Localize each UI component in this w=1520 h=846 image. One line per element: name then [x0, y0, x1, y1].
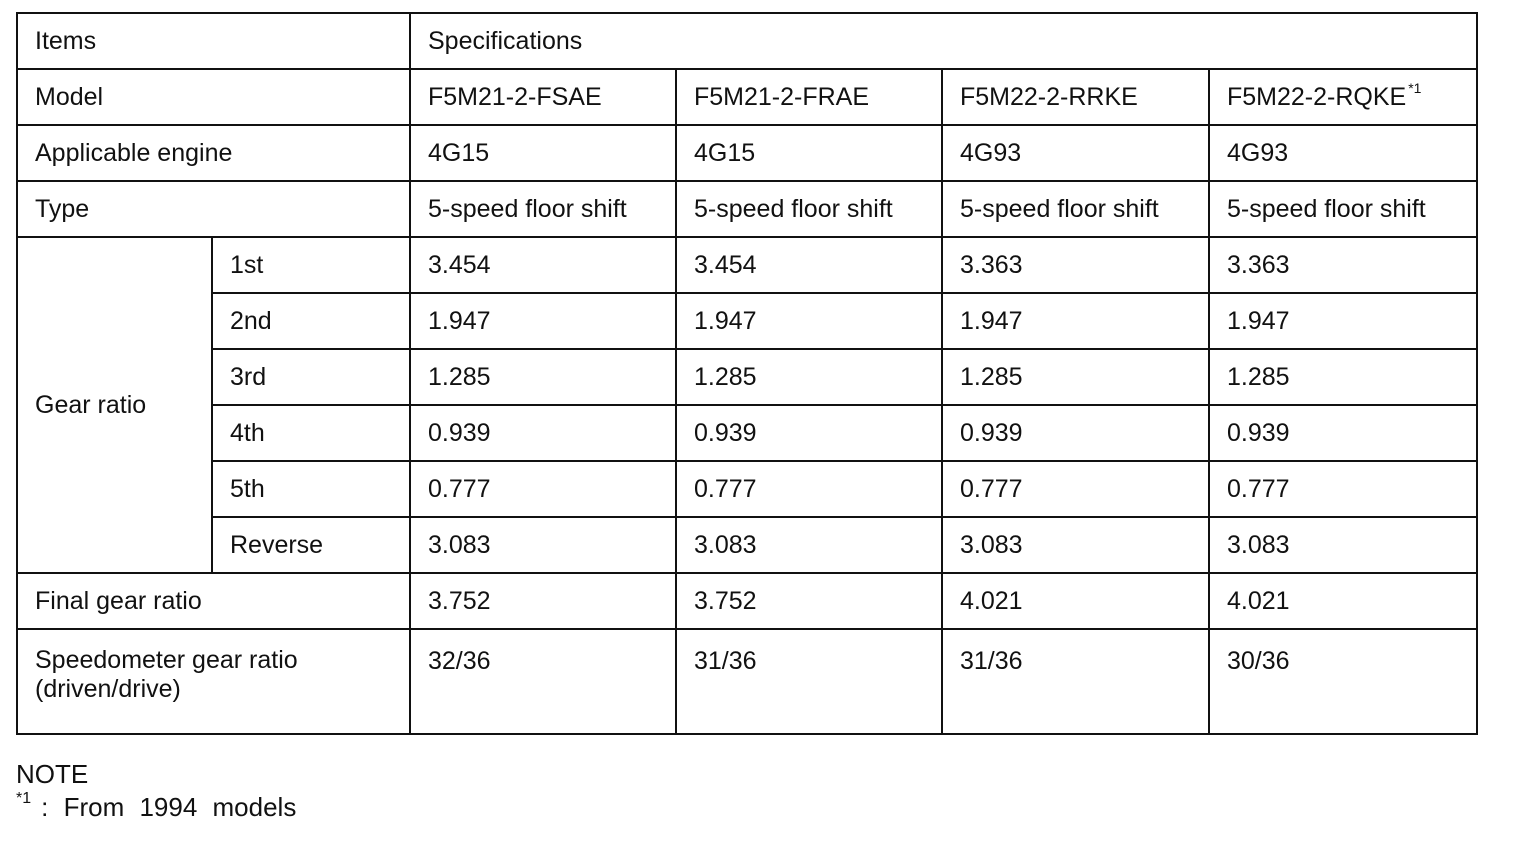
gear-value: 0.777	[410, 461, 676, 517]
note-footnote-mark: *1	[16, 790, 32, 807]
type-label: Type	[17, 181, 410, 237]
note-block	[16, 758, 296, 824]
engine-label: Applicable engine	[17, 125, 410, 181]
type-row	[17, 181, 1477, 237]
gear-value: 0.777	[676, 461, 942, 517]
engine-cell: 4G15	[410, 125, 676, 181]
header-row	[17, 13, 1477, 69]
type-cell: 5-speed floor shift	[942, 181, 1209, 237]
engine-row	[17, 125, 1477, 181]
gear-value: 1.285	[676, 349, 942, 405]
gear-name: 1st	[212, 237, 410, 293]
gear-value: 0.777	[942, 461, 1209, 517]
model-cell: F5M21-2-FSAE	[410, 69, 676, 125]
gear-name: Reverse	[212, 517, 410, 573]
gear-value: 3.083	[1209, 517, 1477, 573]
gear-name: 2nd	[212, 293, 410, 349]
model-cell: F5M22-2-RRKE	[942, 69, 1209, 125]
gear-name: 3rd	[212, 349, 410, 405]
gear-name: 4th	[212, 405, 410, 461]
gear-name: 5th	[212, 461, 410, 517]
specifications-header: Specifications	[410, 13, 1477, 69]
engine-cell: 4G15	[676, 125, 942, 181]
gear-value: 3.083	[676, 517, 942, 573]
gear-value: 1.947	[942, 293, 1209, 349]
gear-row-2nd	[17, 293, 1477, 349]
gear-row-3rd	[17, 349, 1477, 405]
gear-value: 3.083	[942, 517, 1209, 573]
speedometer-cell: 31/36	[942, 629, 1209, 734]
gear-value: 3.454	[676, 237, 942, 293]
gear-row-4th	[17, 405, 1477, 461]
gear-row-5th	[17, 461, 1477, 517]
gear-value: 0.777	[1209, 461, 1477, 517]
model-label: Model	[17, 69, 410, 125]
gear-value: 3.083	[410, 517, 676, 573]
final-gear-cell: 3.752	[410, 573, 676, 629]
final-gear-cell: 3.752	[676, 573, 942, 629]
gear-value: 0.939	[942, 405, 1209, 461]
gear-value: 1.285	[1209, 349, 1477, 405]
speedometer-cell: 32/36	[410, 629, 676, 734]
gear-value: 0.939	[1209, 405, 1477, 461]
items-header: Items	[17, 13, 410, 69]
gear-row-reverse	[17, 517, 1477, 573]
gear-value: 1.947	[676, 293, 942, 349]
gear-value: 0.939	[676, 405, 942, 461]
note-title: NOTE	[16, 759, 89, 789]
gear-value: 0.939	[410, 405, 676, 461]
note-footnote	[16, 791, 296, 824]
note-footnote-text: : From 1994 models	[41, 792, 297, 822]
gear-value: 3.363	[942, 237, 1209, 293]
engine-cell: 4G93	[942, 125, 1209, 181]
speedometer-cell: 31/36	[676, 629, 942, 734]
speedometer-label-line2: (driven/drive)	[35, 675, 181, 703]
gear-value: 1.947	[1209, 293, 1477, 349]
speedometer-cell: 30/36	[1209, 629, 1477, 734]
final-gear-row	[17, 573, 1477, 629]
gear-value: 1.947	[410, 293, 676, 349]
gear-value: 3.454	[410, 237, 676, 293]
model-value: F5M22-2-RQKE	[1227, 82, 1407, 111]
speedometer-row	[17, 629, 1477, 734]
specifications-table	[16, 12, 1478, 735]
type-cell: 5-speed floor shift	[1209, 181, 1477, 237]
footnote-marker: *1	[1408, 79, 1422, 96]
speedometer-label	[17, 629, 410, 734]
model-cell	[1209, 69, 1477, 125]
gear-value: 1.285	[410, 349, 676, 405]
gear-row-1st	[17, 237, 1477, 293]
type-cell: 5-speed floor shift	[410, 181, 676, 237]
final-gear-label: Final gear ratio	[17, 573, 410, 629]
type-cell: 5-speed floor shift	[676, 181, 942, 237]
model-row	[17, 69, 1477, 125]
model-cell: F5M21-2-FRAE	[676, 69, 942, 125]
gear-ratio-label: Gear ratio	[17, 237, 212, 573]
speedometer-label-line1: Speedometer gear ratio	[35, 646, 298, 674]
gear-value: 1.285	[942, 349, 1209, 405]
engine-cell: 4G93	[1209, 125, 1477, 181]
gear-value: 3.363	[1209, 237, 1477, 293]
final-gear-cell: 4.021	[942, 573, 1209, 629]
final-gear-cell: 4.021	[1209, 573, 1477, 629]
